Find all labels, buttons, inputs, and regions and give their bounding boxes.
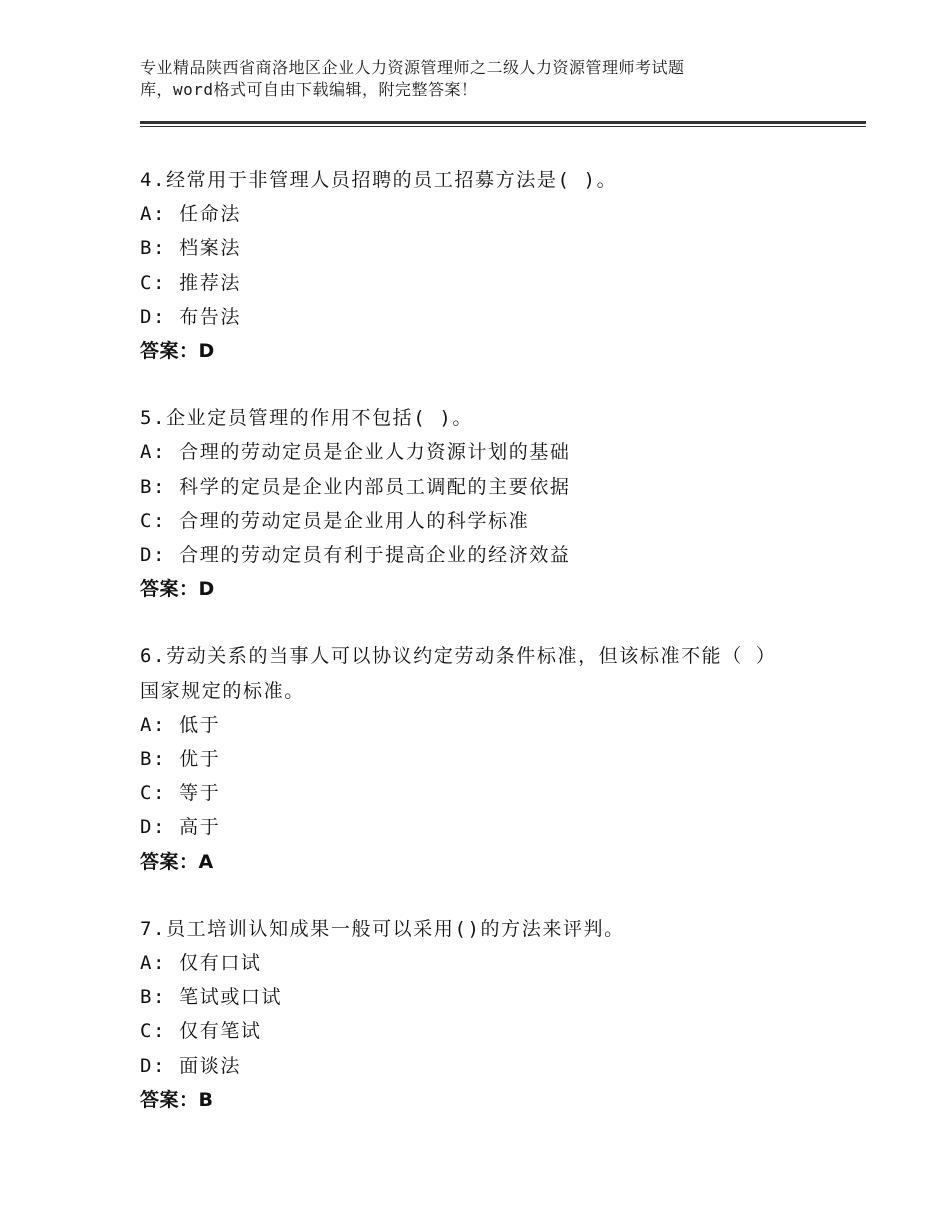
question-4 [140,163,840,368]
option-text: 合理的劳动定员是企业用人的科学标准 [179,509,530,532]
question-stem: 6.劳动关系的当事人可以协议约定劳动条件标准，但该标准不能（ ）国家规定的标准。 [140,645,777,702]
question-stem: 5.企业定员管理的作用不包括( )。 [140,407,473,430]
option-text: 合理的劳动定员有利于提高企业的经济效益 [179,544,571,567]
option-d [140,810,840,844]
answer-label: 答案： [140,850,199,873]
answer-label: 答案： [140,578,199,601]
option-label: A: [140,713,167,736]
option-text: 高于 [179,816,221,839]
option-label: A: [140,952,167,975]
answer-line [140,1083,840,1117]
answer-value: D [198,340,215,363]
option-b [140,470,840,504]
option-d [140,1049,840,1083]
question-7 [140,912,840,1117]
question-stem: 4.经常用于非管理人员招聘的员工招募方法是( )。 [140,169,618,191]
option-text: 档案法 [179,237,241,260]
option-label: A: [140,441,167,464]
option-label: D: [140,305,167,328]
answer-line [140,334,840,368]
answer-value: B [198,1088,213,1111]
option-b [140,231,840,265]
option-label: C: [140,271,167,294]
option-text: 面谈法 [179,1054,241,1077]
option-label: C: [140,509,167,532]
answer-value: D [198,578,215,601]
document-header [140,57,840,101]
option-c [140,266,840,300]
option-d [140,538,840,572]
option-c [140,504,840,538]
header-line-1: 专业精品陕西省商洛地区企业人力资源管理师之二级人力资源管理师考试题 [140,58,685,77]
header-divider-thick [140,121,866,124]
answer-value: A [198,850,214,873]
answer-line [140,572,840,606]
option-a [140,708,840,742]
question-stem: 7.员工培训认知成果一般可以采用()的方法来评判。 [140,917,625,940]
question-6 [140,639,840,878]
option-text: 低于 [179,713,221,736]
option-a [140,197,840,231]
option-text: 推荐法 [179,271,241,294]
option-label: B: [140,237,167,260]
option-label: D: [140,544,167,567]
question-list [140,163,840,1150]
option-c [140,1014,840,1048]
option-c [140,776,840,810]
option-label: D: [140,1054,167,1077]
option-label: D: [140,816,167,839]
option-label: B: [140,986,167,1009]
option-text: 仅有口试 [179,952,262,975]
option-text: 笔试或口试 [179,986,283,1009]
answer-line [140,845,840,879]
option-text: 布告法 [179,305,241,328]
header-divider-thin [140,126,866,127]
option-b [140,742,840,776]
option-label: C: [140,782,167,805]
question-5 [140,401,840,606]
option-label: A: [140,203,167,226]
option-text: 合理的劳动定员是企业人力资源计划的基础 [179,441,571,464]
option-label: C: [140,1020,167,1043]
option-b [140,980,840,1014]
option-text: 科学的定员是企业内部员工调配的主要依据 [179,475,571,498]
option-text: 优于 [179,748,221,771]
option-a [140,946,840,980]
option-text: 任命法 [179,203,241,226]
option-label: B: [140,475,167,498]
answer-label: 答案： [140,340,199,363]
option-d [140,300,840,334]
option-a [140,435,840,469]
header-line-2: 库，word格式可自由下载编辑，附完整答案！ [140,80,478,99]
option-text: 等于 [179,782,221,805]
option-text: 仅有笔试 [179,1020,262,1043]
option-label: B: [140,748,167,771]
answer-label: 答案： [140,1088,199,1111]
